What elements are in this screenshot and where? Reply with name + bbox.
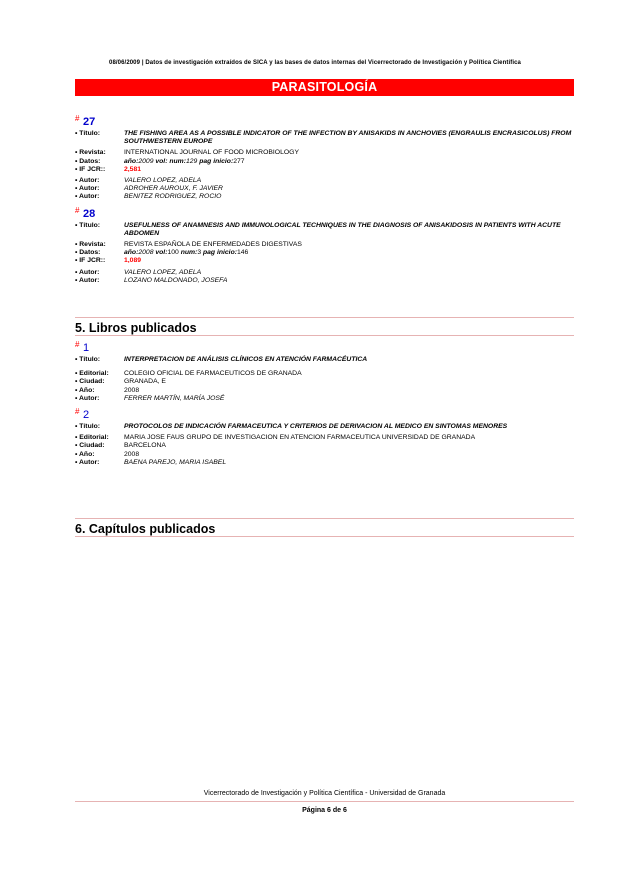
journal-name: REVISTA ESPAÑOLA DE ENFERMEDADES DIGESTIVAS — [124, 241, 302, 249]
hash-mark: # — [75, 407, 80, 417]
author-label: • Autor: — [75, 185, 100, 193]
page-number: Página 6 de 6 — [302, 807, 347, 814]
title-label: • Título: — [75, 130, 101, 137]
book-number: 1 — [83, 342, 90, 354]
title-label: • Título: — [75, 423, 101, 431]
department-banner: PARASITOLOGÍA — [75, 79, 574, 96]
jcr-value: 2,581 — [124, 165, 142, 173]
publisher-name: COLEGIO OFICIAL DE FARMACEUTICOS DE GRANADA — [124, 370, 302, 378]
year-value: 2008 — [124, 450, 140, 458]
section-books — [75, 317, 574, 467]
issue-value: 129 — [185, 157, 198, 165]
issue-value: 3 — [197, 249, 202, 257]
data-label: • Datos: — [75, 157, 101, 165]
article-entry — [75, 110, 574, 202]
article-number: 28 — [83, 207, 96, 220]
author-name: BAENA PAREJO, MARIA ISABEL — [124, 458, 227, 466]
author-label: • Autor: — [75, 458, 100, 466]
section-title: 6. Capítulos publicados — [75, 519, 574, 537]
city-label: • Ciudad: — [75, 442, 105, 450]
book-title: PROTOCOLOS DE INDICACIÓN FARMACEUTICA Y CRITERIOS DE DERIVACION AL MEDICO EN SINTOMAS MENORES — [124, 423, 508, 431]
hash-mark: # — [75, 340, 80, 349]
jcr-label: • IF JCR:: — [75, 165, 106, 173]
book-entry — [75, 336, 574, 403]
jcr-value: 1,089 — [124, 257, 142, 265]
book-title: INTERPRETACION DE ANÁLISIS CLÍNICOS EN ATENCIÓN FARMACÉUTICA — [124, 356, 368, 363]
articles-list — [75, 110, 574, 285]
hash-mark: # — [75, 205, 80, 215]
article-title: THE FISHING AREA AS A POSSIBLE INDICATOR OF THE INFECTION BY ANISAKIDS IN ANCHOVIES (ENGRAULIS ENCRASICOLUS) FROM SOUTHWESTERN EUROPE — [124, 130, 572, 146]
year-label: • Año: — [75, 386, 95, 394]
footer-text: Vicerrectorado de Investigación y Política Científica - Universidad de Granada — [203, 790, 446, 797]
jcr-label: • IF JCR:: — [75, 257, 106, 265]
page-footer — [75, 790, 574, 814]
volume-value: 100 — [167, 249, 179, 257]
page-header: 08/06/2009 | Datos de investigación extraídos de SICA y las bases de datos internas del Vicerrectorado de Investigación y Política Científica — [109, 60, 521, 66]
author-name: VALERO LOPEZ, ADELA — [124, 177, 202, 185]
year-value: 2008 — [138, 249, 154, 257]
publication-data: año:2009 vol: num:129 pag inicio:277 — [124, 157, 245, 165]
journal-name: INTERNATIONAL JOURNAL OF FOOD MICROBIOLOGY — [124, 149, 299, 157]
author-label: • Autor: — [75, 268, 100, 276]
book-entry — [75, 403, 574, 467]
article-title: USEFULNESS OF ANAMNESIS AND IMMUNOLOGICAL TECHNIQUES IN THE DIAGNOSIS OF ANISAKIDOSIS IN PATIENTS WITH ACUTE ABDOMEN — [124, 221, 561, 237]
publication-data: año:2008 vol:100 num:3 pag inicio:146 — [124, 249, 249, 257]
journal-label: • Revista: — [75, 149, 106, 157]
author-name: BENITEZ RODRIGUEZ, ROCIO — [124, 193, 222, 201]
section-title: 5. Libros publicados — [75, 318, 574, 336]
city-name: GRANADA, E — [124, 378, 166, 386]
city-name: BARCELONA — [124, 442, 166, 450]
year-value: 2008 — [124, 386, 140, 394]
author-label: • Autor: — [75, 177, 100, 185]
hash-mark: # — [75, 114, 80, 123]
title-label: • Título: — [75, 221, 101, 229]
author-name: ADROHER AUROUX, F. JAVIER — [124, 185, 223, 193]
author-label: • Autor: — [75, 193, 100, 201]
author-label: • Autor: — [75, 394, 100, 402]
editorial-label: • Editorial: — [75, 370, 109, 378]
page-value: 146 — [237, 249, 249, 257]
author-name: VALERO LOPEZ, ADELA — [124, 268, 202, 276]
book-number: 2 — [83, 409, 90, 422]
title-label: • Título: — [75, 356, 101, 363]
page-value: 277 — [233, 157, 245, 165]
publisher-name: MARIA JOSE FAUS GRUPO DE INVESTIGACION EN ATENCION FARMACEUTICA UNIVERSIDAD DE GRANADA — [124, 434, 476, 442]
data-label: • Datos: — [75, 249, 101, 257]
journal-label: • Revista: — [75, 241, 106, 249]
city-label: • Ciudad: — [75, 378, 105, 386]
section-chapters — [75, 518, 574, 537]
article-entry — [75, 202, 574, 285]
author-label: • Autor: — [75, 276, 100, 284]
author-name: FERRER MARTÍN, MARÍA JOSÉ — [124, 394, 225, 402]
year-label: • Año: — [75, 450, 95, 458]
year-value: 2009 — [138, 157, 154, 165]
author-name: LOZANO MALDONADO, JOSEFA — [124, 276, 228, 284]
editorial-label: • Editorial: — [75, 434, 109, 442]
article-number: 27 — [83, 116, 96, 128]
